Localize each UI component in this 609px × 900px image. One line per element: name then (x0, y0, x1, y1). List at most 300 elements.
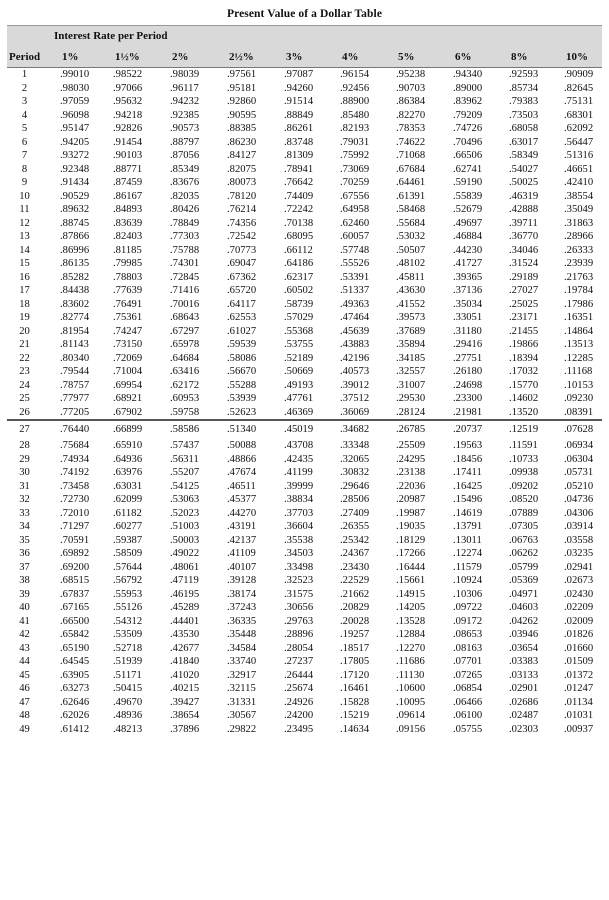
value-cell: .36770 (509, 231, 539, 242)
value-cell: .51340 (221, 420, 278, 439)
table-row (7, 149, 602, 163)
value-cell: .61027 (227, 325, 257, 337)
value-cell: .39427 (170, 696, 200, 708)
value-cell: .97561 (227, 69, 257, 80)
value-cell: .24295 (396, 453, 426, 465)
value-cell: .48213 (113, 723, 143, 735)
value-cell: .42677 (170, 642, 200, 654)
period-cell: 40 (19, 602, 30, 613)
value-cell: .56670 (227, 366, 257, 377)
value-cell: .45377 (227, 494, 257, 505)
period-cell: 1 (21, 69, 28, 80)
value-cell: .06466 (453, 696, 483, 708)
value-cell: .85734 (509, 82, 539, 94)
value-cell: .13528 (396, 615, 426, 627)
value-cell: .62092 (564, 123, 594, 134)
value-cell: .30656 (284, 602, 314, 613)
value-cell: .35448 (227, 629, 257, 640)
value-cell: .51337 (340, 285, 370, 296)
value-cell: .11591 (509, 440, 538, 451)
value-cell: .38654 (170, 710, 200, 721)
value-cell: .91514 (284, 96, 314, 107)
value-cell: .66899 (107, 420, 164, 439)
value-cell: .76491 (113, 298, 143, 310)
period-cell: 27 (7, 420, 54, 439)
value-cell: .55368 (284, 325, 314, 337)
period-cell: 49 (19, 723, 30, 735)
value-cell: .66112 (284, 244, 313, 256)
value-cell: .11168 (564, 366, 593, 377)
value-cell: .95632 (113, 96, 143, 107)
value-cell: .78757 (60, 379, 90, 391)
value-cell: .78849 (170, 217, 200, 229)
value-cell: .02209 (564, 602, 594, 613)
value-cell: .81309 (284, 150, 314, 161)
value-cell: .17986 (564, 298, 594, 310)
value-cell: .39128 (227, 575, 257, 586)
period-cell: 3 (21, 96, 28, 107)
value-cell: .97087 (284, 69, 314, 80)
table-row (7, 709, 602, 723)
value-cell: .14205 (396, 602, 426, 613)
value-cell: .28124 (396, 406, 426, 418)
value-cell: .71004 (113, 366, 143, 377)
value-cell: .45639 (340, 325, 370, 337)
value-cell: .79544 (60, 366, 90, 377)
value-cell: .86384 (396, 96, 426, 107)
value-cell: .13520 (509, 406, 539, 418)
value-cell: .28966 (564, 231, 594, 242)
column-header-rate: 2% (164, 46, 221, 68)
value-cell: .76642 (284, 177, 314, 188)
value-cell: .07305 (509, 521, 539, 532)
table-row (7, 136, 602, 150)
table-row (7, 325, 602, 339)
period-cell: 25 (19, 393, 30, 404)
value-cell: .42435 (284, 453, 314, 465)
value-cell: .44401 (170, 615, 200, 627)
column-header-period: Period (7, 46, 54, 68)
value-cell: .90573 (170, 123, 200, 134)
value-cell: .46651 (564, 163, 594, 175)
value-cell: .65978 (170, 339, 200, 350)
value-cell: .86135 (60, 258, 90, 269)
value-cell: .32115 (227, 683, 256, 694)
value-cell: .46195 (170, 588, 200, 600)
value-cell: .12884 (396, 629, 426, 640)
value-cell: .55288 (227, 379, 257, 391)
value-cell: .56447 (564, 136, 594, 148)
value-cell: .96154 (340, 69, 370, 80)
value-cell: .71416 (170, 285, 200, 296)
value-cell: .94205 (60, 136, 90, 148)
value-cell: .12274 (453, 548, 483, 559)
period-cell: 7 (21, 150, 28, 161)
value-cell: .23300 (453, 393, 483, 404)
value-cell: .78353 (396, 123, 426, 134)
value-cell: .47464 (340, 312, 370, 323)
value-cell: .68921 (113, 393, 143, 404)
value-cell: .28896 (284, 629, 314, 640)
value-cell: .01660 (564, 642, 594, 654)
value-cell: .39012 (340, 379, 370, 391)
value-cell: .06934 (564, 440, 594, 451)
value-cell: .92593 (509, 69, 539, 80)
value-cell: .00937 (564, 723, 594, 735)
value-cell: .13011 (453, 534, 482, 546)
period-cell: 20 (19, 325, 30, 337)
table-row (7, 406, 602, 421)
value-cell: .08653 (453, 629, 483, 640)
table-row (7, 723, 602, 737)
value-cell: .68643 (170, 312, 200, 323)
period-cell: 45 (19, 669, 30, 681)
table-title: Present Value of a Dollar Table (226, 8, 383, 20)
table-row (7, 615, 602, 629)
value-cell: .88900 (340, 96, 370, 107)
value-cell: .52718 (113, 642, 143, 654)
value-cell: .73503 (509, 109, 539, 121)
value-cell: .97059 (60, 96, 90, 107)
group-header: Interest Rate per Period (54, 26, 602, 47)
table-row (7, 271, 602, 285)
value-cell: .72069 (113, 352, 143, 364)
value-cell: .37136 (453, 285, 483, 296)
value-cell: .63416 (170, 366, 200, 377)
value-cell: .25674 (284, 683, 314, 694)
value-cell: .67556 (340, 190, 370, 202)
value-cell: .53391 (340, 271, 370, 283)
value-cell: .13513 (564, 339, 594, 350)
value-cell: .58586 (164, 420, 221, 439)
value-cell: .80073 (227, 177, 257, 188)
value-cell: .02487 (509, 710, 539, 721)
value-cell: .95181 (227, 82, 257, 94)
value-cell: .92860 (227, 96, 257, 107)
value-cell: .14602 (509, 393, 539, 404)
value-cell: .53755 (284, 339, 314, 350)
value-cell: .40573 (340, 366, 370, 377)
value-cell: .42888 (509, 204, 539, 215)
value-cell: .82645 (564, 82, 594, 94)
value-cell: .01031 (564, 710, 594, 721)
value-cell: .57644 (113, 561, 143, 573)
value-cell: .03383 (509, 656, 539, 667)
period-cell: 31 (19, 480, 30, 492)
table-row (7, 284, 602, 298)
value-cell: .35538 (284, 534, 314, 546)
value-cell: .20829 (340, 602, 370, 613)
value-cell: .04262 (509, 615, 539, 627)
value-cell: .62553 (227, 312, 257, 323)
value-cell: .45019 (278, 420, 334, 439)
table-row (7, 682, 602, 696)
value-cell: .19987 (396, 507, 426, 519)
value-cell: .19257 (340, 629, 370, 640)
value-cell: .14619 (453, 507, 483, 519)
value-cell: .67837 (60, 588, 90, 600)
value-cell: .58739 (284, 298, 314, 310)
value-cell: .48936 (113, 710, 143, 721)
value-cell: .70259 (340, 177, 370, 188)
table-row (7, 257, 602, 271)
value-cell: .83748 (284, 136, 314, 148)
value-cell: .65190 (60, 642, 90, 654)
value-cell: .50025 (509, 177, 539, 188)
value-cell: .82403 (113, 231, 143, 242)
value-cell: .24698 (453, 379, 483, 391)
value-cell: .79985 (113, 258, 143, 269)
period-cell: 34 (19, 521, 30, 532)
value-cell: .58468 (396, 204, 426, 215)
value-cell: .71068 (396, 150, 426, 161)
value-cell: .64545 (60, 656, 90, 667)
table-row (7, 311, 602, 325)
value-cell: .33348 (340, 440, 370, 451)
value-cell: .27751 (453, 352, 483, 364)
period-cell: 46 (19, 683, 30, 694)
present-value-table (7, 25, 602, 736)
value-cell: .70496 (453, 136, 483, 148)
value-cell: .49022 (170, 548, 200, 559)
value-cell: .25509 (396, 440, 426, 451)
value-cell: .47119 (170, 575, 199, 586)
value-cell: .14634 (340, 723, 370, 735)
value-cell: .94340 (453, 69, 483, 80)
value-cell: .05755 (453, 723, 483, 735)
value-cell: .20737 (447, 420, 503, 439)
value-cell: .50003 (170, 534, 200, 546)
value-cell: .78941 (284, 163, 314, 175)
value-cell: .46511 (227, 480, 256, 492)
table-row (7, 163, 602, 177)
value-cell: .88745 (60, 217, 90, 229)
value-cell: .06854 (453, 683, 483, 694)
value-cell: .29189 (509, 271, 539, 283)
value-cell: .04306 (564, 507, 594, 519)
value-cell: .72242 (284, 204, 314, 215)
value-cell: .62317 (284, 271, 314, 283)
table-row (7, 203, 602, 217)
value-cell: .52189 (284, 352, 314, 364)
value-cell: .63905 (60, 669, 90, 681)
value-cell: .62460 (340, 217, 370, 229)
value-cell: .46369 (284, 406, 314, 418)
value-cell: .33051 (453, 312, 483, 323)
value-cell: .33498 (284, 561, 314, 573)
value-cell: .64684 (170, 352, 200, 364)
value-cell: .63017 (509, 136, 539, 148)
value-cell: .17120 (340, 669, 370, 681)
value-cell: .07701 (453, 656, 483, 667)
value-cell: .10153 (564, 379, 594, 391)
value-cell: .19563 (453, 440, 483, 451)
value-cell: .79031 (340, 136, 370, 148)
value-cell: .29763 (284, 615, 314, 627)
value-cell: .04736 (564, 494, 594, 505)
value-cell: .69892 (60, 548, 90, 559)
value-cell: .68301 (564, 109, 594, 121)
value-cell: .44270 (227, 507, 257, 519)
value-cell: .38834 (284, 494, 314, 505)
value-cell: .28506 (340, 494, 370, 505)
value-cell: .86230 (227, 136, 257, 148)
value-cell: .03946 (509, 629, 539, 640)
value-cell: .52679 (453, 204, 483, 215)
value-cell: .26180 (453, 366, 483, 377)
value-cell: .82035 (170, 190, 200, 202)
value-cell: .31007 (396, 379, 426, 391)
period-cell: 30 (19, 467, 30, 478)
value-cell: .60277 (113, 521, 143, 532)
value-cell: .12285 (564, 352, 594, 364)
value-cell: .51003 (170, 521, 200, 532)
table-row (7, 588, 602, 602)
value-cell: .74934 (60, 453, 90, 465)
value-cell: .71297 (60, 521, 90, 532)
value-cell: .26355 (340, 521, 370, 532)
value-cell: .07889 (509, 507, 539, 519)
value-cell: .17805 (340, 656, 370, 667)
value-cell: .43708 (284, 440, 314, 451)
value-cell: .84438 (60, 285, 90, 296)
value-cell: .82270 (396, 109, 426, 121)
value-cell: .74247 (113, 325, 143, 337)
value-cell: .83962 (453, 96, 483, 107)
value-cell: .49670 (113, 696, 143, 708)
value-cell: .67297 (170, 325, 200, 337)
table-row (7, 534, 602, 548)
value-cell: .87459 (113, 177, 143, 188)
value-cell: .88797 (170, 136, 200, 148)
value-cell: .26785 (390, 420, 447, 439)
value-cell: .84893 (113, 204, 143, 215)
value-cell: .82193 (340, 123, 370, 134)
value-cell: .15496 (453, 494, 483, 505)
value-cell: .65842 (60, 629, 90, 640)
value-cell: .92456 (340, 82, 370, 94)
value-cell: .35894 (396, 339, 426, 350)
value-cell: .67684 (396, 163, 426, 175)
value-cell: .86167 (113, 190, 143, 202)
value-cell: .35034 (453, 298, 483, 310)
value-cell: .21763 (564, 271, 594, 283)
value-cell: .10600 (396, 683, 426, 694)
value-cell: .72730 (60, 494, 90, 505)
value-cell: .15219 (340, 710, 370, 721)
table-row (7, 520, 602, 534)
value-cell: .72010 (60, 507, 90, 519)
value-cell: .45289 (170, 602, 200, 613)
value-cell: .08391 (564, 406, 594, 418)
value-cell: .76440 (54, 420, 107, 439)
value-cell: .37689 (396, 325, 426, 337)
value-cell: .43883 (340, 339, 370, 350)
value-cell: .41109 (227, 548, 256, 559)
value-cell: .75131 (564, 96, 594, 107)
value-cell: .06763 (509, 534, 539, 546)
column-header-rate: 3% (278, 46, 334, 68)
value-cell: .90595 (227, 109, 257, 121)
value-cell: .98030 (60, 82, 90, 94)
value-cell: .84127 (227, 150, 257, 161)
period-cell: 2 (21, 82, 28, 94)
value-cell: .17266 (396, 548, 426, 559)
value-cell: .37703 (284, 507, 314, 519)
period-cell: 47 (19, 696, 30, 708)
value-cell: .92385 (170, 109, 200, 121)
table-row (7, 217, 602, 231)
value-cell: .64461 (396, 177, 426, 188)
value-cell: .09202 (509, 480, 539, 492)
value-cell: .39999 (284, 480, 314, 492)
value-cell: .70591 (60, 534, 90, 546)
value-cell: .03914 (564, 521, 594, 532)
value-cell: .59539 (227, 339, 257, 350)
column-header-rate: 2½% (221, 46, 278, 68)
value-cell: .53939 (227, 393, 257, 404)
table-row (7, 655, 602, 669)
value-cell: .82774 (60, 312, 90, 323)
period-cell: 6 (21, 136, 28, 148)
value-cell: .87866 (60, 231, 90, 242)
period-cell: 22 (19, 352, 30, 364)
value-cell: .62099 (113, 494, 143, 505)
table-row (7, 439, 602, 453)
value-cell: .07628 (558, 420, 602, 439)
column-header-rate: 8% (503, 46, 558, 68)
value-cell: .15770 (509, 379, 539, 391)
value-cell: .52023 (170, 507, 200, 519)
value-cell: .23495 (284, 723, 314, 735)
table-row (7, 109, 602, 123)
value-cell: .26333 (564, 244, 594, 256)
value-cell: .75788 (170, 244, 200, 256)
value-cell: .59387 (113, 534, 143, 546)
value-cell: .77639 (113, 285, 143, 296)
value-cell: .43630 (396, 285, 426, 296)
value-cell: .55953 (113, 588, 143, 600)
value-cell: .56792 (113, 575, 143, 586)
value-cell: .09230 (564, 393, 594, 404)
table-row (7, 352, 602, 366)
value-cell: .49363 (340, 298, 370, 310)
value-cell: .50507 (396, 244, 426, 256)
value-cell: .54312 (113, 615, 143, 627)
value-cell: .02941 (564, 561, 594, 573)
value-cell: .09722 (453, 602, 483, 613)
value-cell: .32557 (396, 366, 426, 377)
value-cell: .08163 (453, 642, 483, 654)
value-cell: .60953 (170, 393, 200, 404)
table-row (7, 176, 602, 190)
period-cell: 44 (19, 656, 30, 667)
value-cell: .34046 (509, 244, 539, 256)
period-cell: 19 (19, 312, 30, 323)
value-cell: .69954 (113, 379, 143, 391)
value-cell: .30832 (340, 467, 370, 478)
value-cell: .02686 (509, 696, 539, 708)
table-row (7, 244, 602, 258)
value-cell: .86996 (60, 244, 90, 256)
value-cell: .31524 (509, 258, 539, 269)
value-cell: .24367 (340, 548, 370, 559)
value-cell: .91454 (113, 136, 143, 148)
value-cell: .55526 (340, 258, 370, 269)
value-cell: .44230 (453, 244, 483, 256)
value-cell: .23430 (340, 561, 370, 573)
value-cell: .62646 (60, 696, 90, 708)
